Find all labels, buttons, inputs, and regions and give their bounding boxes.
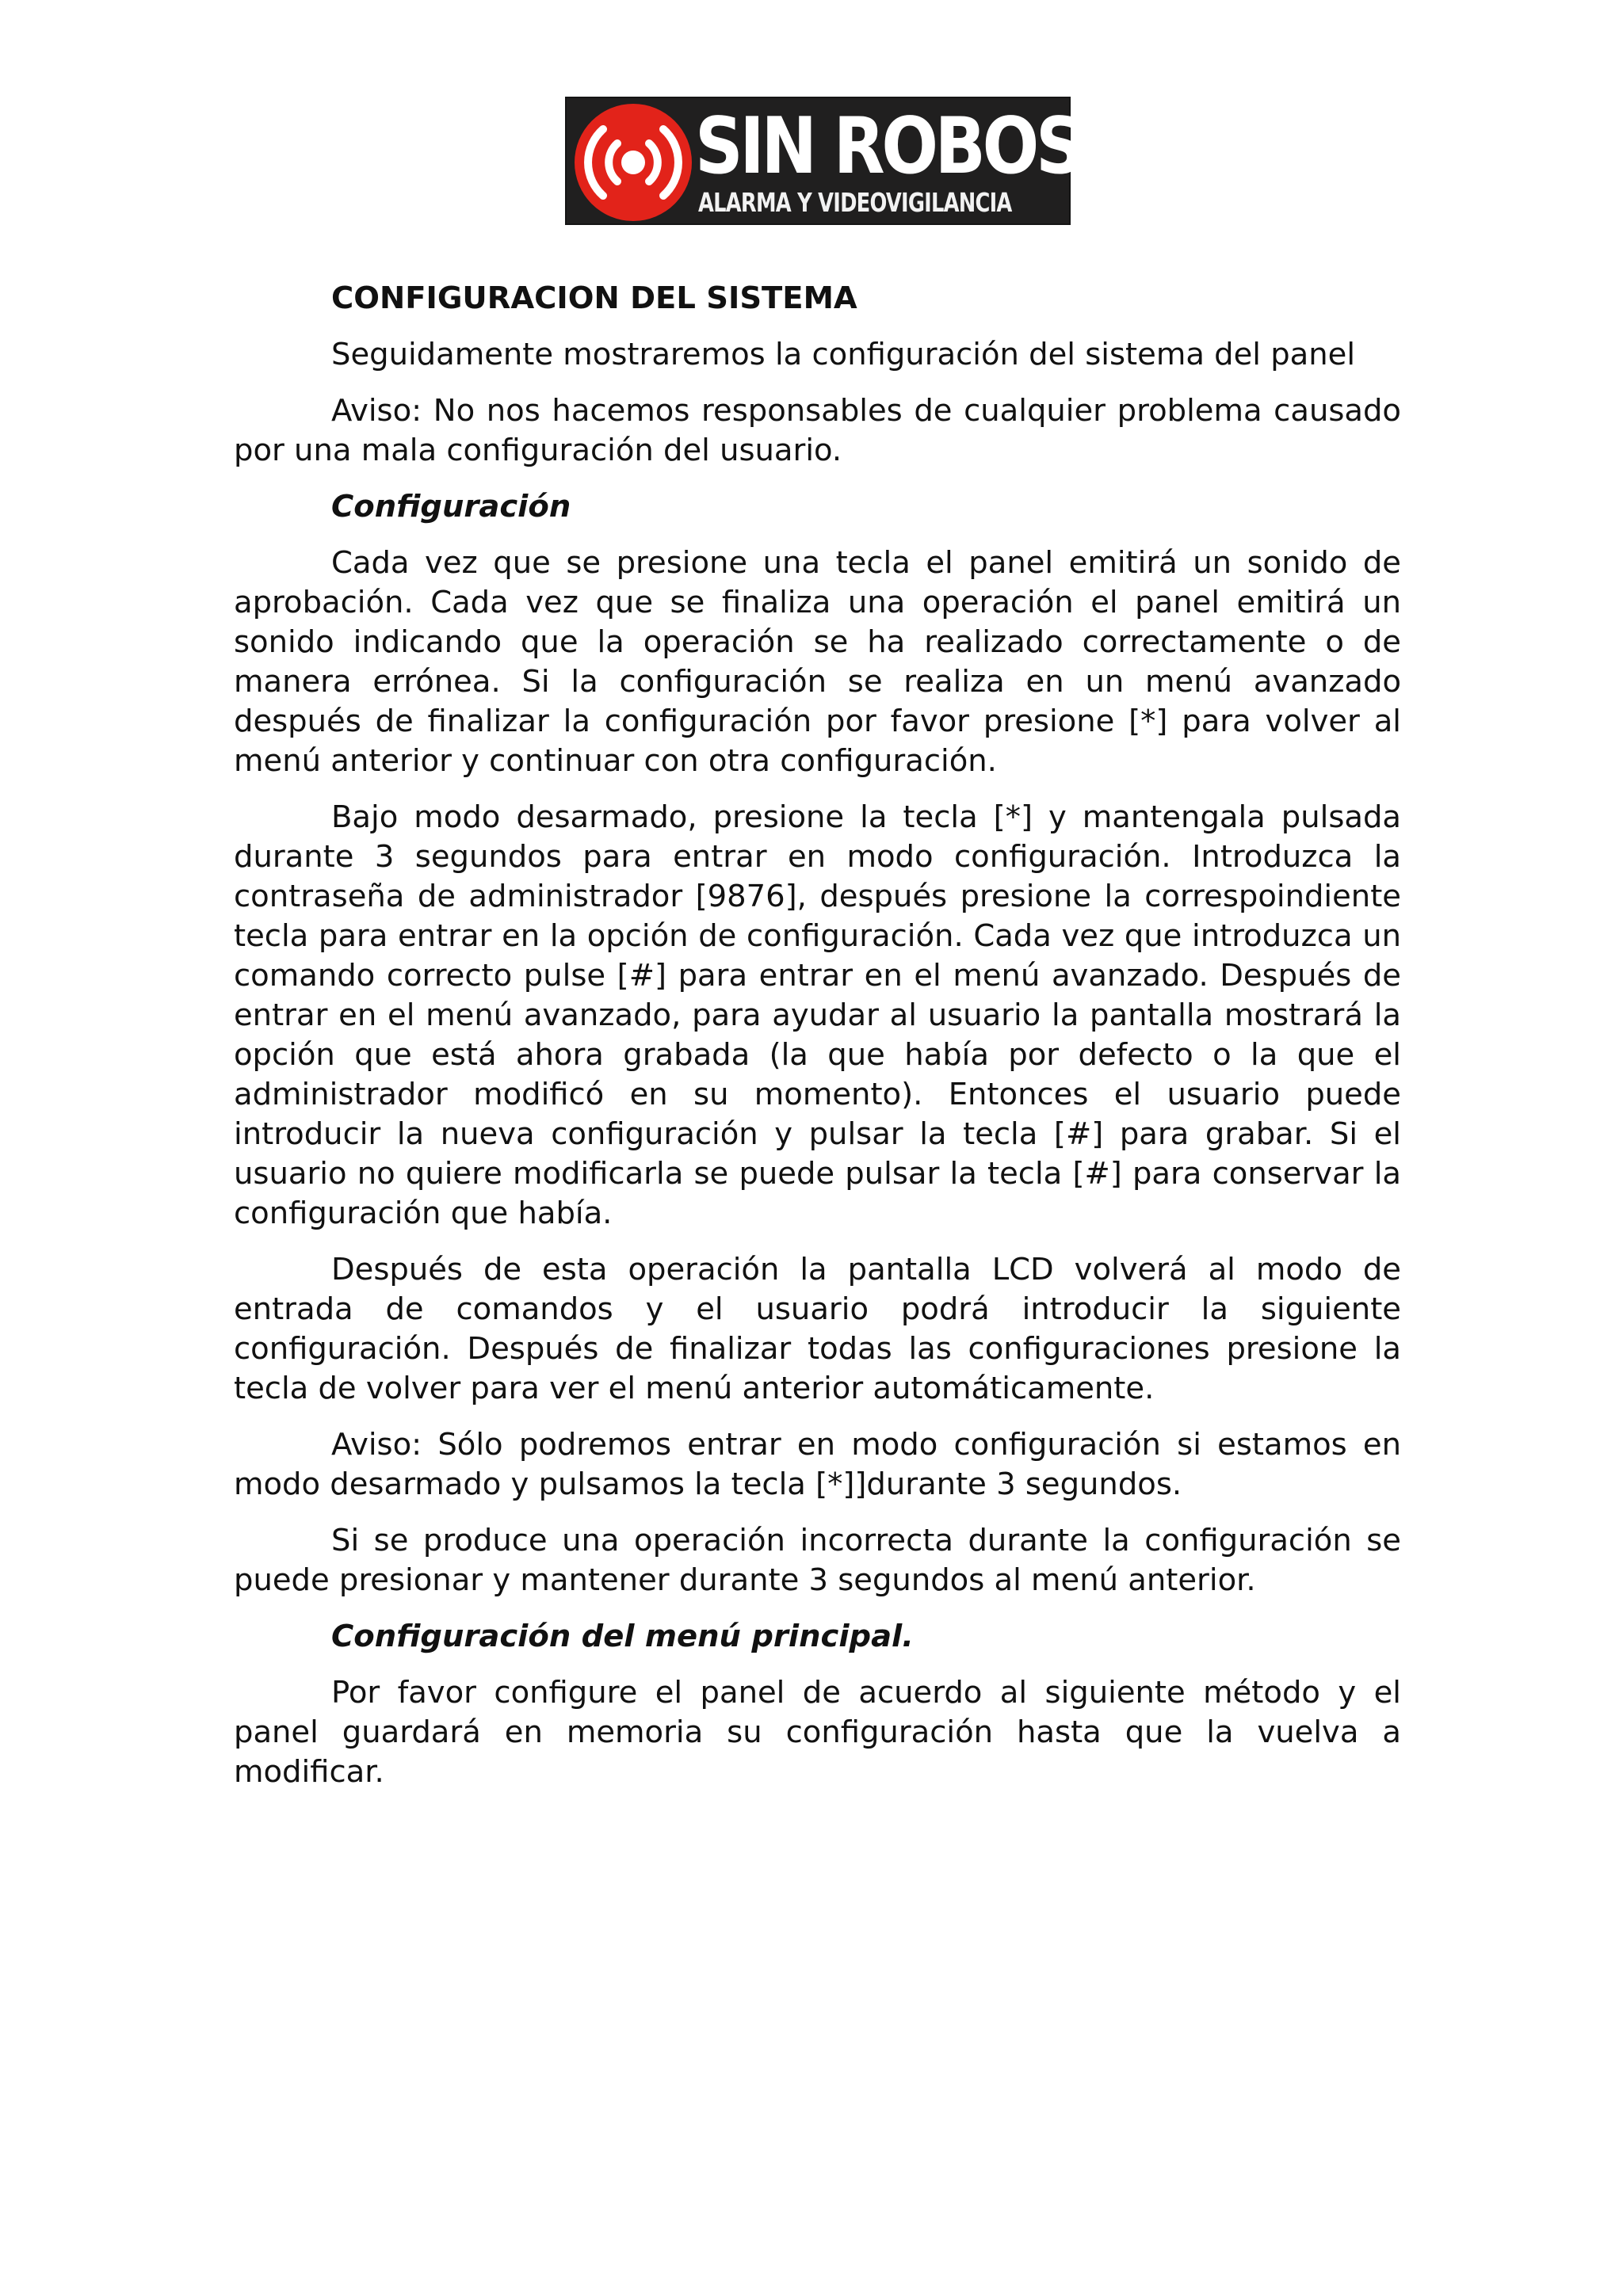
paragraph-incorrect-operation: Si se produce una operación incorrecta durante la configuración se puede presionar y mantener durante 3 segundos al menú anterior.: [234, 1523, 1401, 1598]
logo-title: SIN ROBOS: [695, 101, 1081, 192]
paragraph-enter-config: Bajo modo desarmado, presione la tecla [*] y mantengala pulsada durante 3 segundos para entrar en modo configuración. Introduzca la contraseña de administrador [9876], después presione la correspoindiente tecla para entrar en la opción de configuración. Cada vez que introduzca un comando correcto pulse [#] para entrar en el menú avanzado. Después de entrar en el menú avanzado, para ayudar al usuario la pantalla mostrará la opción que está ahora grabada (la que había por defecto o la que el administrador modificó en su momento). Entonces el usuario puede introducir la nueva configuración y pulsar la tecla [#] para grabar. Si el usuario no quiere modificarla se puede pulsar la tecla [#] para conservar la configuración que había.: [234, 799, 1401, 1231]
alarm-signal-dot: [621, 151, 645, 174]
section-title-configuracion: Configuración: [331, 489, 571, 524]
paragraph-key-sounds: Cada vez que se presione una tecla el panel emitirá un sonido de aprobación. Cada vez que se finaliza una operación el panel emitirá un sonido indicando que la operación se ha realizado correctamente o de manera errónea. Si la configuración se realiza en un menú avanzado después de finalizar la configuración por favor presione [*] para volver al menú anterior y continuar con otra configuración.: [234, 545, 1401, 779]
company-logo: [565, 97, 1081, 225]
document-heading: CONFIGURACION DEL SISTEMA: [331, 280, 857, 316]
alarm-signal-icon: [571, 101, 695, 223]
intro-paragraph: Seguidamente mostraremos la configuración del sistema del panel: [331, 337, 1356, 372]
logo-subtitle: ALARMA Y VIDEOVIGILANCIA: [698, 187, 1012, 218]
document-body: [234, 279, 1401, 1809]
paragraph-config-notice: Aviso: Sólo podremos entrar en modo configuración si estamos en modo desarmado y pulsamos la tecla [*]]durante 3 segundos.: [234, 1427, 1401, 1502]
paragraph-configure-panel: Por favor configure el panel de acuerdo al siguiente método y el panel guardará en memoria su configuración hasta que la vuelva a modificar.: [234, 1675, 1401, 1790]
section-title-main-menu: Configuración del menú principal.: [331, 1619, 914, 1654]
paragraph-after-operation: Después de esta operación la pantalla LCD volverá al modo de entrada de comandos y el usuario podrá introducir la siguiente configuración. Después de finalizar todas las configuraciones presione la tecla de volver para ver el menú anterior automáticamente.: [234, 1252, 1401, 1406]
disclaimer-paragraph: Aviso: No nos hacemos responsables de cualquier problema causado por una mala configuración del usuario.: [234, 393, 1401, 468]
